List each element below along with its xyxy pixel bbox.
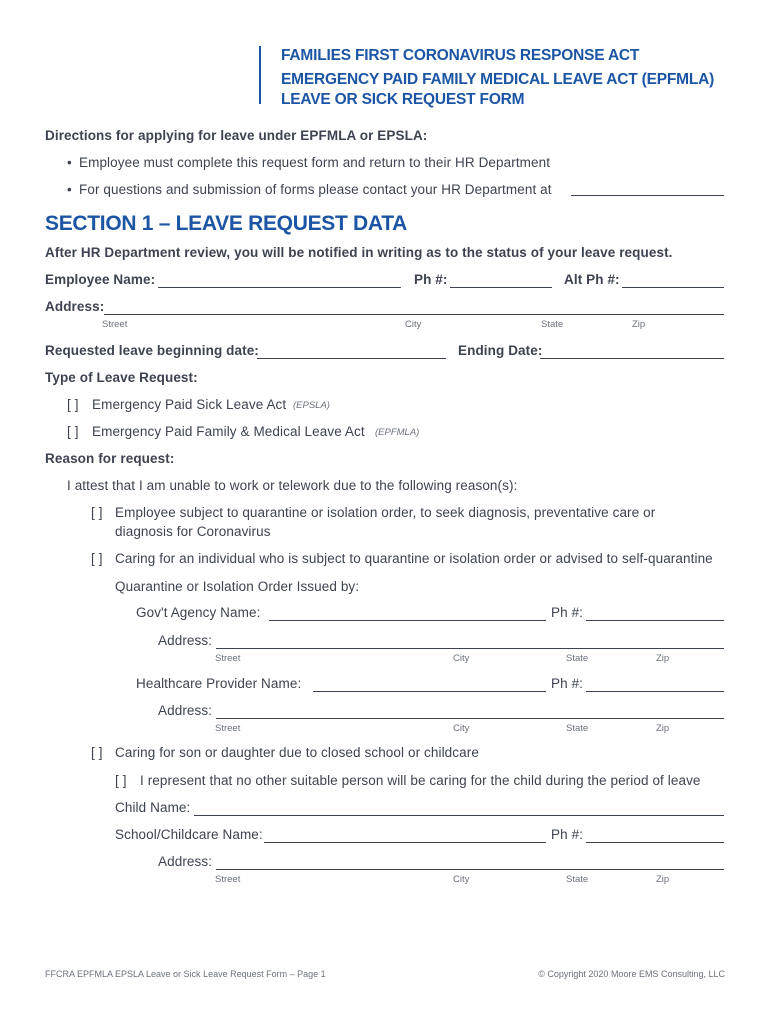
- reason-1-text-line-2: diagnosis for Coronavirus: [115, 524, 271, 539]
- gov-street-caption: Street: [215, 653, 241, 664]
- gov-zip-caption: Zip: [656, 653, 670, 664]
- leave-type-label: Type of Leave Request:: [45, 370, 198, 385]
- school-address-label: Address:: [158, 854, 213, 869]
- school-name-label: School/Childcare Name:: [115, 827, 263, 842]
- header-line-3: LEAVE OR SICK REQUEST FORM: [281, 91, 525, 108]
- reason-1-checkbox[interactable]: [ ]: [91, 505, 103, 520]
- address-street-caption: Street: [102, 319, 128, 330]
- provider-field[interactable]: [313, 677, 546, 692]
- gov-agency-label: Gov't Agency Name:: [136, 605, 261, 620]
- begin-date-field[interactable]: [257, 344, 446, 359]
- provider-address-label: Address:: [158, 703, 213, 718]
- represent-checkbox[interactable]: [ ]: [115, 773, 127, 788]
- footer-copyright: © Copyright 2020 Moore EMS Consulting, LLC: [538, 969, 725, 979]
- begin-date-label: Requested leave beginning date:: [45, 343, 259, 358]
- attest-statement: I attest that I am unable to work or telework due to the following reason(s):: [67, 478, 518, 493]
- bullet-1: •: [67, 155, 72, 170]
- epsla-abbr: (EPSLA): [293, 400, 330, 411]
- provider-address-field[interactable]: [216, 704, 724, 719]
- reason-2-text: Caring for an individual who is subject to quarantine or isolation order or advised to self-quarantine: [115, 551, 713, 566]
- section-1-notice: After HR Department review, you will be notified in writing as to the status of your leave request.: [45, 245, 673, 260]
- gov-agency-field[interactable]: [269, 606, 546, 621]
- reason-2-checkbox[interactable]: [ ]: [91, 551, 103, 566]
- epfmla-abbr: (EPFMLA): [375, 427, 420, 438]
- hr-contact-field[interactable]: [571, 181, 724, 196]
- provider-street-caption: Street: [215, 723, 241, 734]
- school-street-caption: Street: [215, 874, 241, 885]
- directions-bullet-1: Employee must complete this request form and return to their HR Department: [79, 155, 551, 170]
- end-date-label: Ending Date:: [458, 343, 543, 358]
- address-state-caption: State: [541, 319, 564, 330]
- address-zip-caption: Zip: [632, 319, 646, 330]
- reason-1-text-line-1: Employee subject to quarantine or isolation order, to seek diagnosis, preventative care or: [115, 505, 656, 520]
- phone-field[interactable]: [450, 273, 552, 288]
- school-state-caption: State: [566, 874, 589, 885]
- gov-address-field[interactable]: [216, 634, 724, 649]
- gov-state-caption: State: [566, 653, 589, 664]
- provider-label: Healthcare Provider Name:: [136, 676, 302, 691]
- directions-bullet-2: For questions and submission of forms please contact your HR Department at: [79, 182, 552, 197]
- provider-state-caption: State: [566, 723, 589, 734]
- footer-page-label: FFCRA EPFMLA EPSLA Leave or Sick Leave Request Form – Page 1: [45, 969, 326, 979]
- school-city-caption: City: [453, 874, 470, 885]
- epsla-checkbox[interactable]: [ ]: [67, 397, 79, 412]
- employee-name-field[interactable]: [158, 273, 401, 288]
- gov-address-label: Address:: [158, 633, 213, 648]
- employee-name-label: Employee Name:: [45, 272, 156, 287]
- directions-title: Directions for applying for leave under EPFMLA or EPSLA:: [45, 128, 428, 143]
- represent-text: I represent that no other suitable person will be caring for the child during the period of leave: [140, 773, 701, 788]
- phone-label: Ph #:: [414, 272, 448, 287]
- school-phone-label: Ph #:: [551, 827, 584, 842]
- address-label: Address:: [45, 299, 105, 314]
- reason-3-checkbox[interactable]: [ ]: [91, 745, 103, 760]
- header-accent-bar: [259, 46, 261, 104]
- section-1-title: SECTION 1 – LEAVE REQUEST DATA: [45, 212, 408, 235]
- reason-3-text: Caring for son or daughter due to closed school or childcare: [115, 745, 479, 760]
- school-name-field[interactable]: [264, 828, 546, 843]
- address-city-caption: City: [405, 319, 422, 330]
- provider-phone-label: Ph #:: [551, 676, 584, 691]
- alt-phone-label: Alt Ph #:: [564, 272, 620, 287]
- school-phone-field[interactable]: [586, 828, 724, 843]
- end-date-field[interactable]: [540, 344, 724, 359]
- gov-city-caption: City: [453, 653, 470, 664]
- address-field[interactable]: [104, 300, 724, 315]
- child-name-field[interactable]: [194, 801, 724, 816]
- epsla-option-label: Emergency Paid Sick Leave Act: [92, 397, 287, 412]
- epfmla-checkbox[interactable]: [ ]: [67, 424, 79, 439]
- order-issued-by-label: Quarantine or Isolation Order Issued by:: [115, 579, 360, 594]
- header-line-1: FAMILIES FIRST CORONAVIRUS RESPONSE ACT: [281, 47, 640, 64]
- reason-label: Reason for request:: [45, 451, 175, 466]
- school-zip-caption: Zip: [656, 874, 670, 885]
- provider-city-caption: City: [453, 723, 470, 734]
- school-address-field[interactable]: [216, 855, 724, 870]
- alt-phone-field[interactable]: [622, 273, 724, 288]
- child-name-label: Child Name:: [115, 800, 191, 815]
- header-line-2: EMERGENCY PAID FAMILY MEDICAL LEAVE ACT (EPFMLA): [281, 71, 715, 88]
- bullet-2: •: [67, 182, 72, 197]
- gov-agency-phone-field[interactable]: [586, 606, 724, 621]
- provider-zip-caption: Zip: [656, 723, 670, 734]
- epfmla-option-label: Emergency Paid Family & Medical Leave Act: [92, 424, 365, 439]
- gov-agency-phone-label: Ph #:: [551, 605, 584, 620]
- provider-phone-field[interactable]: [586, 677, 724, 692]
